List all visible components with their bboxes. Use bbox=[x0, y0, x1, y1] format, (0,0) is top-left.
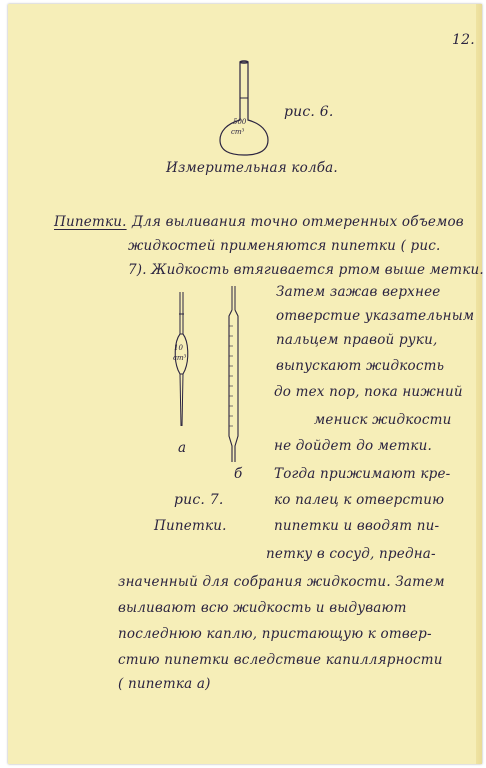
paragraph-heading: Пипетки. bbox=[54, 214, 127, 230]
pipette-b-drawing bbox=[222, 286, 246, 466]
page-number: 12. bbox=[452, 32, 475, 48]
text-line: пальцем правой руки, bbox=[276, 332, 438, 348]
text-line: пипетки и вводят пи- bbox=[274, 518, 440, 534]
text-line: ко палец к отверстию bbox=[274, 492, 445, 508]
pipette-unit-label: cm³ bbox=[173, 354, 187, 362]
text-line: мениск жидкости bbox=[314, 412, 452, 428]
flask-unit-label: cm³ bbox=[231, 128, 245, 136]
flask-volume-label: 500 bbox=[233, 118, 247, 126]
text-line: Тогда прижимают кре- bbox=[274, 466, 451, 482]
text-line: не дойдет до метки. bbox=[274, 438, 432, 454]
flask-figure-caption: рис. 6. bbox=[284, 104, 334, 120]
text-line: последнюю каплю, пристающую к отвер- bbox=[118, 626, 432, 642]
pipette-b-label: б bbox=[234, 466, 243, 482]
text-line: петку в сосуд, предна- bbox=[266, 546, 436, 562]
text-line: Затем зажав верхнее bbox=[276, 284, 441, 300]
pipette-volume-label: 10 bbox=[174, 344, 183, 352]
text-line: до тех пор, пока нижний bbox=[274, 384, 463, 400]
text-line: значенный для собрания жидкости. Затем bbox=[118, 574, 445, 590]
pipette-a-label: а bbox=[178, 440, 187, 456]
text-line: выливают всю жидкость и выдувают bbox=[118, 600, 407, 616]
notebook-page bbox=[8, 4, 482, 764]
flask-figure-title: Измерительная колба. bbox=[166, 160, 338, 176]
text-line: выпускают жидкость bbox=[276, 358, 445, 374]
text-line: 7). Жидкость втягивается ртом выше метки. bbox=[128, 262, 484, 278]
text-line: стию пипетки вследствие капиллярности bbox=[118, 652, 443, 668]
text-line: отверстие указательным bbox=[276, 308, 475, 324]
text-line: ( пипетка а) bbox=[118, 676, 211, 692]
volumetric-flask-drawing bbox=[218, 58, 278, 158]
pipette-figure-title: Пипетки. bbox=[154, 518, 227, 534]
text-line: жидкостей применяются пипетки ( рис. bbox=[128, 238, 441, 254]
text-line: Для выливания точно отмеренных объемов bbox=[132, 214, 464, 230]
pipette-figure-caption: рис. 7. bbox=[174, 492, 224, 508]
page-edge bbox=[476, 4, 482, 764]
